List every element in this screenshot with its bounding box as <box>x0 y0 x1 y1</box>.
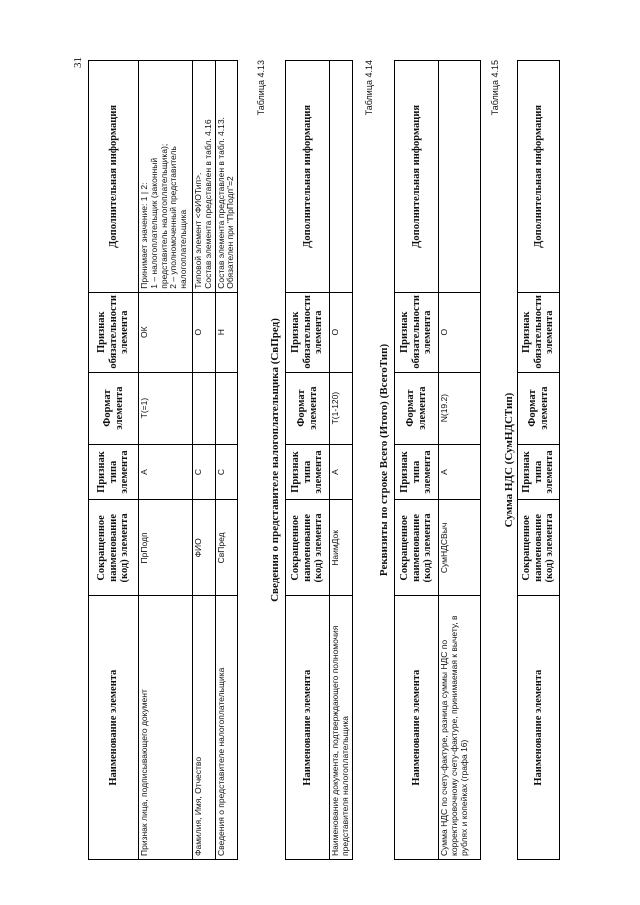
table-vat-sum <box>517 60 560 860</box>
table-header-row <box>395 61 439 860</box>
cell-name: Признак лица, подписывающего документ <box>139 596 193 860</box>
header-cell: Сокращенное наименование (код) элемента <box>395 500 439 596</box>
cell-format: T(1-120) <box>330 372 353 444</box>
table-title: Сведения о представителе налогоплательщика (СвПред) <box>269 318 281 602</box>
header-cell: Сокращенное наименование (код) элемента <box>286 500 330 596</box>
cell-type: А <box>439 444 481 500</box>
cell-name: Сумма НДС по счету-фактуре, разница суммы НДС по корректировочному счету-фактуре, принимаемая к вычету, в рублях и копейках (графа 16) <box>439 596 481 860</box>
header-cell: Дополнительная информация <box>395 61 439 293</box>
header-cell: Признак обязательности элемента <box>286 292 330 372</box>
cell-required: О <box>193 292 216 372</box>
table-signer <box>88 60 238 860</box>
table-representative <box>285 60 353 860</box>
header-cell: Признак типа элемента <box>89 444 139 500</box>
header-cell: Формат элемента <box>395 372 439 444</box>
table-row <box>139 61 193 860</box>
header-cell: Дополнительная информация <box>286 61 330 293</box>
cell-required: О <box>439 292 481 372</box>
cell-info <box>439 61 481 293</box>
cell-name: Фамилия, Имя, Отчество <box>193 596 216 860</box>
header-cell: Признак обязательности элемента <box>89 292 139 372</box>
cell-info: Состав элемента представлен в табл. 4.13. Обязателен при "ПрПодп"=2 <box>215 61 238 293</box>
header-cell: Формат элемента <box>89 372 139 444</box>
header-cell: Формат элемента <box>518 372 560 444</box>
table-row <box>330 61 353 860</box>
table-total <box>394 60 481 860</box>
cell-required: О <box>330 292 353 372</box>
cell-type: А <box>330 444 353 500</box>
header-cell: Признак типа элемента <box>518 444 560 500</box>
header-cell: Признак типа элемента <box>286 444 330 500</box>
cell-code: ФИО <box>193 500 216 596</box>
table-row <box>439 61 481 860</box>
cell-type: С <box>193 444 216 500</box>
table-header-row <box>286 61 330 860</box>
cell-format: N(19.2) <box>439 372 481 444</box>
header-cell: Формат элемента <box>286 372 330 444</box>
header-cell: Признак обязательности элемента <box>395 292 439 372</box>
header-cell: Дополнительная информация <box>89 61 139 293</box>
cell-format <box>193 372 216 444</box>
cell-code: СвПред <box>215 500 238 596</box>
cell-info: Принимает значение: 1 | 2: 1 – налогоплательщик (законный представитель налогоплательщика); 2 – уполномоченный представитель налогоплательщика <box>139 61 193 293</box>
cell-code: ПрПодп <box>139 500 193 596</box>
table-title: Сумма НДС (СумНДСТип) <box>503 392 515 528</box>
header-cell: Наименование элемента <box>286 596 330 860</box>
cell-required: ОК <box>139 292 193 372</box>
header-cell: Признак обязательности элемента <box>518 292 560 372</box>
table-header-row <box>518 61 560 860</box>
table-row <box>193 61 216 860</box>
table-label: Таблица 4.15 <box>490 60 500 116</box>
header-cell: Наименование элемента <box>395 596 439 860</box>
header-cell: Признак типа элемента <box>395 444 439 500</box>
cell-required: Н <box>215 292 238 372</box>
cell-format <box>215 372 238 444</box>
header-cell: Наименование элемента <box>89 596 139 860</box>
cell-info: Типовой элемент <ФИОТип>. Состав элемента представлен в табл. 4.16 <box>193 61 216 293</box>
cell-code: НаимДок <box>330 500 353 596</box>
header-cell: Сокращенное наименование (код) элемента <box>89 500 139 596</box>
header-cell: Сокращенное наименование (код) элемента <box>518 500 560 596</box>
table-label: Таблица 4.13 <box>256 60 266 116</box>
cell-type: А <box>139 444 193 500</box>
cell-info <box>330 61 353 293</box>
header-cell: Дополнительная информация <box>518 61 560 293</box>
table-row <box>215 61 238 860</box>
cell-format: T(=1) <box>139 372 193 444</box>
rotated-page <box>70 57 560 860</box>
table-header-row <box>89 61 139 860</box>
header-cell: Наименование элемента <box>518 596 560 860</box>
table-title: Реквизиты по строке Всего (Итого) (ВсегоТип) <box>378 343 390 577</box>
page-number: 31 <box>72 57 84 68</box>
cell-name: Сведения о представителе налогоплательщика <box>215 596 238 860</box>
cell-name: Наименование документа, подтверждающего полномочия представителя налогоплательщика <box>330 596 353 860</box>
table-label: Таблица 4.14 <box>364 60 374 116</box>
cell-code: СумНДСВыч <box>439 500 481 596</box>
cell-type: С <box>215 444 238 500</box>
